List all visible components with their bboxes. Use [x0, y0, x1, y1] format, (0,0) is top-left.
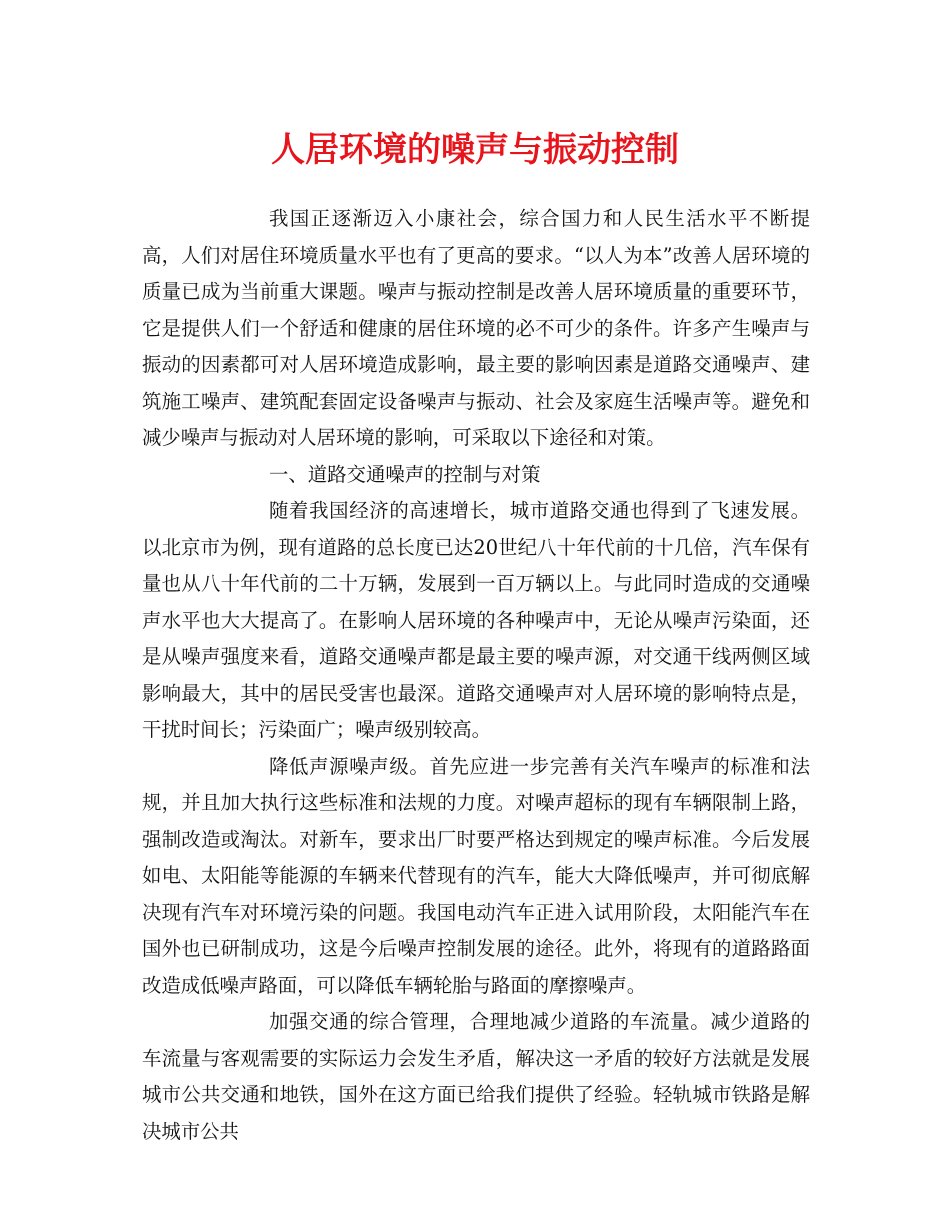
- document-body: [142, 201, 810, 1150]
- paragraph-reduce-source-noise: 降低声源噪声级。首先应进一步完善有关汽车噪声的标准和法规，并且加大执行这些标准和法规的力度。对噪声超标的现有车辆限制上路，强制改造或淘汰。对新车，要求出厂时要严格达到规定的噪声标准。今后发展如电、太阳能等能源的车辆来代替现有的汽车，能大大降低噪声，并可彻底解决现有汽车对环境污染的问题。我国电动汽车正进入试用阶段，太阳能汽车在国外也已研制成功，这是今后噪声控制发展的途径。此外，将现有的道路路面改造成低噪声路面，可以降低车辆轮胎与路面的摩擦噪声。: [142, 754, 810, 997]
- paragraph-traffic-management: 加强交通的综合管理，合理地减少道路的车流量。减少道路的车流量与客观需要的实际运力会发生矛盾，解决这一矛盾的较好方法就是发展城市公共交通和地铁，国外在这方面已给我们提供了经验。轻轨城市铁路是解决城市公共: [142, 1010, 810, 1143]
- section-heading-road-traffic: 一、道路交通噪声的控制与对策: [269, 462, 541, 486]
- document-title: 人居环境的噪声与振动控制: [271, 130, 679, 170]
- paragraph-traffic-growth: 随着我国经济的高速增长，城市道路交通也得到了飞速发展。以北京市为例，现有道路的总长度已达20世纪八十年代前的十几倍，汽车保有量也从八十年代前的二十万辆，发展到一百万辆以上。与此同时造成的交通噪声水平也大大提高了。在影响人居环境的各种噪声中，无论从噪声污染面，还是从噪声强度来看，道路交通噪声都是最主要的噪声源，对交通干线两侧区域影响最大，其中的居民受害也最深。道路交通噪声对人居环境的影响特点是，干扰时间长；污染面广；噪声级别较高。: [142, 499, 810, 741]
- paragraph-intro: 我国正逐渐迈入小康社会，综合国力和人民生活水平不断提高，人们对居住环境质量水平也有了更高的要求。“以人为本”改善人居环境的质量已成为当前重大课题。噪声与振动控制是改善人居环境质量的重要环节，它是提供人们一个舒适和健康的居住环境的必不可少的条件。许多产生噪声与振动的因素都可对人居环境造成影响，最主要的影响因素是道路交通噪声、建筑施工噪声、建筑配套固定设备噪声与振动、社会及家庭生活噪声等。避免和减少噪声与振动对人居环境的影响，可采取以下途径和对策。: [142, 207, 810, 449]
